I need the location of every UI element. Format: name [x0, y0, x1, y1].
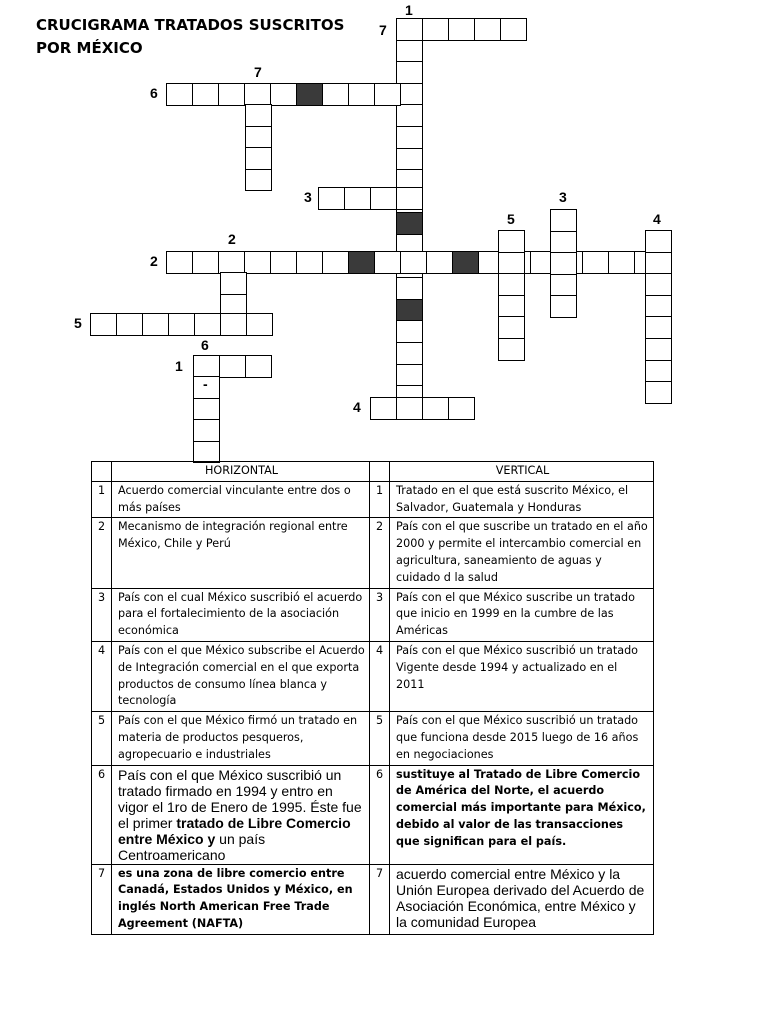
row-number: 4 [92, 641, 112, 711]
header-number-cell [92, 462, 112, 482]
crossword-cell[interactable] [116, 313, 143, 336]
crossword-cell[interactable] [142, 313, 169, 336]
crossword-cell[interactable] [220, 313, 247, 336]
crossword-cell[interactable] [193, 355, 220, 378]
crossword-cell[interactable] [348, 83, 375, 106]
crossword-cell[interactable] [498, 295, 525, 318]
clues-table-header [92, 462, 654, 482]
crossword-cell[interactable] [322, 251, 349, 274]
crossword-cell[interactable] [193, 441, 220, 464]
row-number: 5 [370, 712, 390, 765]
vertical-clue: acuerdo comercial entre México y la Unión Europea derivado del Acuerdo de Asociación Económica, entre México y la comunidad Europea [390, 864, 654, 934]
crossword-cell[interactable] [400, 251, 427, 274]
crossword-cell[interactable] [396, 277, 423, 300]
crossword-cell[interactable] [220, 272, 247, 295]
crossword-hyphen-mark: - [203, 376, 208, 392]
vertical-clue: País con el que México suscribió un tratado que funciona desde 2015 luego de 16 años en negociaciones [390, 712, 654, 765]
clue-number-horizontal-5: 5 [74, 315, 82, 331]
crossword-cell[interactable] [396, 148, 423, 171]
crossword-cell[interactable] [245, 355, 272, 378]
table-row [92, 588, 654, 641]
vertical-clue: sustituye al Tratado de Libre Comercio de América del Norte, el acuerdo comercial más importante para México, debido al valor de las transacciones que significan para el país. [390, 765, 654, 864]
row-number: 1 [370, 481, 390, 518]
clue-number-horizontal-6: 6 [150, 85, 158, 101]
clue-number-vertical-3: 3 [559, 189, 567, 205]
clue-number-horizontal-2: 2 [150, 253, 158, 269]
header-number-cell [370, 462, 390, 482]
row-number: 4 [370, 641, 390, 711]
crossword-cell[interactable] [645, 295, 672, 318]
crossword-cell[interactable] [296, 251, 323, 274]
clue-number-vertical-4: 4 [653, 211, 661, 227]
crossword-cell[interactable] [396, 18, 423, 41]
crossword-cell[interactable] [396, 364, 423, 387]
crossword-cell[interactable] [168, 313, 195, 336]
crossword-cell[interactable] [550, 252, 577, 275]
clues-table [91, 461, 654, 935]
crossword-cell[interactable] [448, 18, 475, 41]
crossword-cell[interactable] [474, 18, 501, 41]
table-row [92, 712, 654, 765]
page-title: CRUCIGRAMA TRATADOS SUSCRITOS POR MÉXICO [36, 16, 345, 57]
crossword-cell[interactable] [396, 320, 423, 343]
crossword-cell[interactable] [396, 40, 423, 63]
crossword-cell[interactable] [374, 83, 401, 106]
crossword-cell[interactable] [498, 316, 525, 339]
crossword-cell[interactable] [396, 342, 423, 365]
clue-number-vertical-2: 2 [228, 231, 236, 247]
crossword-black-cell [396, 212, 423, 235]
horizontal-clue [112, 765, 370, 864]
horizontal-clue: País con el que México subscribe el Acuerdo de Integración comercial en el que exporta productos de consumo línea blanca y tecnología [112, 641, 370, 711]
table-row [92, 765, 654, 864]
crossword-cell[interactable] [396, 104, 423, 127]
vertical-clue: Tratado en el que está suscrito México, el Salvador, Guatemala y Honduras [390, 481, 654, 518]
crossword-cell[interactable] [645, 360, 672, 383]
horizontal-clue: Mecanismo de integración regional entre México, Chile y Perú [112, 518, 370, 588]
crossword-cell[interactable] [396, 126, 423, 149]
crossword-cell[interactable] [582, 251, 609, 274]
clue-number-vertical-1: 1 [405, 2, 413, 18]
row-number: 2 [92, 518, 112, 588]
clue-number-vertical-6: 6 [201, 337, 209, 353]
crossword-cell[interactable] [645, 252, 672, 275]
row-number: 7 [92, 864, 112, 934]
crossword-cell[interactable] [498, 338, 525, 361]
crossword-cell[interactable] [396, 397, 423, 420]
crossword-cell[interactable] [645, 381, 672, 404]
crossword-cell[interactable] [550, 209, 577, 232]
crossword-black-cell [452, 251, 479, 274]
horizontal-clue-part: País con el que México suscribió un tratado firmado en 1994 y entro en vigor el 1ro de Enero de 1995. Éste fue el primer [118, 766, 362, 831]
horizontal-clue: País con el cual México suscribió el acuerdo para el fortalecimiento de la asociación económica [112, 588, 370, 641]
crossword-cell[interactable] [194, 313, 221, 336]
horizontal-clue-part: un país Centroamericano [118, 830, 266, 863]
crossword-cell[interactable] [370, 187, 397, 210]
crossword-cell[interactable] [245, 104, 272, 127]
table-row [92, 641, 654, 711]
crossword-cell[interactable] [645, 273, 672, 296]
crossword-cell[interactable] [498, 273, 525, 296]
crossword-cell[interactable] [192, 83, 219, 106]
crossword-cell[interactable] [550, 295, 577, 318]
crossword-cell[interactable] [396, 61, 423, 84]
crossword-cell[interactable] [245, 169, 272, 192]
crossword-cell[interactable] [246, 313, 273, 336]
table-row [92, 864, 654, 934]
crossword-cell[interactable] [422, 397, 449, 420]
crossword-cell[interactable] [448, 397, 475, 420]
clue-number-horizontal-1: 1 [175, 358, 183, 374]
vertical-clue: País con el que México suscribió un tratado Vigente desde 1994 y actualizado en el 2011 [390, 641, 654, 711]
crossword-cell[interactable] [645, 316, 672, 339]
crossword-cell[interactable] [270, 251, 297, 274]
row-number: 3 [370, 588, 390, 641]
vertical-clue: País con el que suscribe un tratado en el año 2000 y permite el intercambio comercial en agricultura, saneamiento de aguas y cuidado d la salud [390, 518, 654, 588]
table-row [92, 481, 654, 518]
crossword-black-cell [296, 83, 323, 106]
crossword-cell[interactable] [370, 397, 397, 420]
clue-number-vertical-7: 7 [254, 64, 262, 80]
crossword-cell[interactable] [422, 18, 449, 41]
crossword-cell[interactable] [192, 251, 219, 274]
crossword-cell[interactable] [550, 231, 577, 254]
crossword-cell[interactable] [218, 251, 245, 274]
clue-number-horizontal-4: 4 [353, 399, 361, 415]
row-number: 3 [92, 588, 112, 641]
horizontal-clue: Acuerdo comercial vinculante entre dos o más países [112, 481, 370, 518]
crossword-cell[interactable] [374, 251, 401, 274]
crossword-cell[interactable] [344, 187, 371, 210]
crossword-cell[interactable] [498, 252, 525, 275]
horizontal-clue-emphasis: tratado de Libre Comercio entre México y [118, 814, 351, 847]
row-number: 2 [370, 518, 390, 588]
crossword-cell[interactable] [193, 419, 220, 442]
row-number: 6 [92, 765, 112, 864]
row-number: 6 [370, 765, 390, 864]
header-vertical: VERTICAL [390, 462, 654, 482]
crossword-cell[interactable] [245, 147, 272, 170]
header-horizontal: HORIZONTAL [112, 462, 370, 482]
crossword-cell[interactable] [396, 187, 423, 210]
row-number: 5 [92, 712, 112, 765]
horizontal-clue: País con el que México firmó un tratado en materia de productos pesqueros, agropecuario e industriales [112, 712, 370, 765]
crossword-cell[interactable] [608, 251, 635, 274]
crossword-cell[interactable] [218, 83, 245, 106]
crossword-cell[interactable] [90, 313, 117, 336]
crossword-cell[interactable] [322, 83, 349, 106]
row-number: 1 [92, 481, 112, 518]
horizontal-clue: es una zona de libre comercio entre Canadá, Estados Unidos y México, en inglés North American Free Trade Agreement (NAFTA) [112, 864, 370, 934]
crossword-cell[interactable] [426, 251, 453, 274]
crossword-cell[interactable] [193, 398, 220, 421]
crossword-cell[interactable] [645, 230, 672, 253]
crossword-cell[interactable] [498, 230, 525, 253]
crossword-cell[interactable] [270, 83, 297, 106]
crossword-cell[interactable] [166, 251, 193, 274]
row-number: 7 [370, 864, 390, 934]
crossword-cell[interactable] [245, 126, 272, 149]
crossword-cell[interactable] [219, 355, 246, 378]
crossword-black-cell [396, 299, 423, 322]
crossword-cell[interactable] [318, 187, 345, 210]
clue-number-horizontal-3: 3 [304, 189, 312, 205]
crossword-cell[interactable] [244, 83, 271, 106]
crossword-cell[interactable] [550, 274, 577, 297]
clue-number-horizontal-7: 7 [379, 22, 387, 38]
crossword-cell[interactable] [500, 18, 527, 41]
crossword-cell[interactable] [166, 83, 193, 106]
crossword-cell[interactable] [645, 338, 672, 361]
vertical-clue: País con el que México suscribe un tratado que inicio en 1999 en la cumbre de las Américas [390, 588, 654, 641]
crossword-black-cell [348, 251, 375, 274]
clue-number-vertical-5: 5 [507, 211, 515, 227]
table-row [92, 518, 654, 588]
crossword-cell[interactable] [244, 251, 271, 274]
